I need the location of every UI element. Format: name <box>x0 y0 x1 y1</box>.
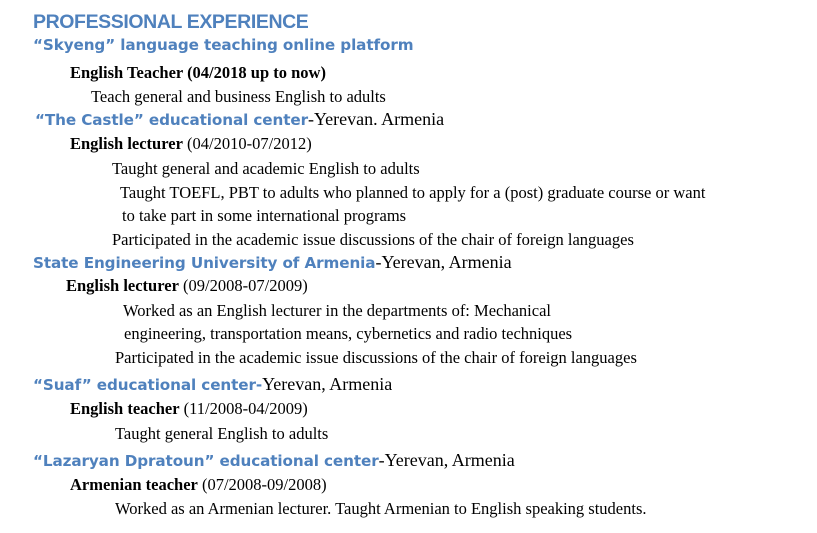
job-title <box>66 278 308 295</box>
duty-line: Worked as an Armenian lecturer. Taught Armenian to English speaking students. <box>115 499 647 518</box>
org-location: -Yerevan. Armenia <box>307 109 445 129</box>
job-dates: (11/2008-04/2009) <box>179 399 308 418</box>
job-title <box>70 477 327 494</box>
org-name <box>33 253 512 271</box>
org-name-text: “The Castle” educational center <box>35 111 308 129</box>
job-title-text: English Teacher (04/2018 up to now) <box>70 63 326 82</box>
job-dates: (07/2008-09/2008) <box>197 475 327 494</box>
duty-line: Participated in the academic issue discussions of the chair of foreign languages <box>112 230 634 249</box>
duty-line: engineering, transportation means, cybernetics and radio techniques <box>124 324 573 343</box>
job-title <box>70 65 326 82</box>
duty-line: Taught general English to adults <box>115 424 329 443</box>
org-name <box>33 375 392 393</box>
org-name: “Skyeng” language teaching online platform <box>33 36 414 54</box>
org-location: -Yerevan, Armenia <box>375 252 512 272</box>
org-name <box>33 451 515 469</box>
org-location: -Yerevan, Armenia <box>378 450 515 470</box>
job-title-text: Armenian teacher <box>70 475 198 494</box>
org-name-text: “Lazaryan Dpratoun” educational center <box>33 452 379 470</box>
org-location: Yerevan, Armenia <box>262 374 393 394</box>
job-dates: (04/2010-07/2012) <box>182 134 312 153</box>
duty-line: to take part in some international programs <box>122 206 407 225</box>
duty-line: Taught TOEFL, PBT to adults who planned to apply for a (post) graduate course or want <box>120 183 706 202</box>
job-title-text: English lecturer <box>66 276 179 295</box>
job-title-text: English teacher <box>70 399 180 418</box>
org-name <box>35 110 444 128</box>
duty-line: Teach general and business English to adults <box>91 87 386 106</box>
org-name-text: State Engineering University of Armenia <box>33 254 376 272</box>
duty-line: Taught general and academic English to adults <box>112 159 420 178</box>
org-name-text: “Suaf” educational center- <box>33 376 263 394</box>
job-title <box>70 401 308 418</box>
job-title <box>70 136 312 153</box>
section-title: PROFESSIONAL EXPERIENCE <box>33 11 309 33</box>
job-title-text: English lecturer <box>70 134 183 153</box>
duty-line: Worked as an English lecturer in the departments of: Mechanical <box>123 301 551 320</box>
duty-line: Participated in the academic issue discussions of the chair of foreign languages <box>115 348 637 367</box>
job-dates: (09/2008-07/2009) <box>178 276 308 295</box>
